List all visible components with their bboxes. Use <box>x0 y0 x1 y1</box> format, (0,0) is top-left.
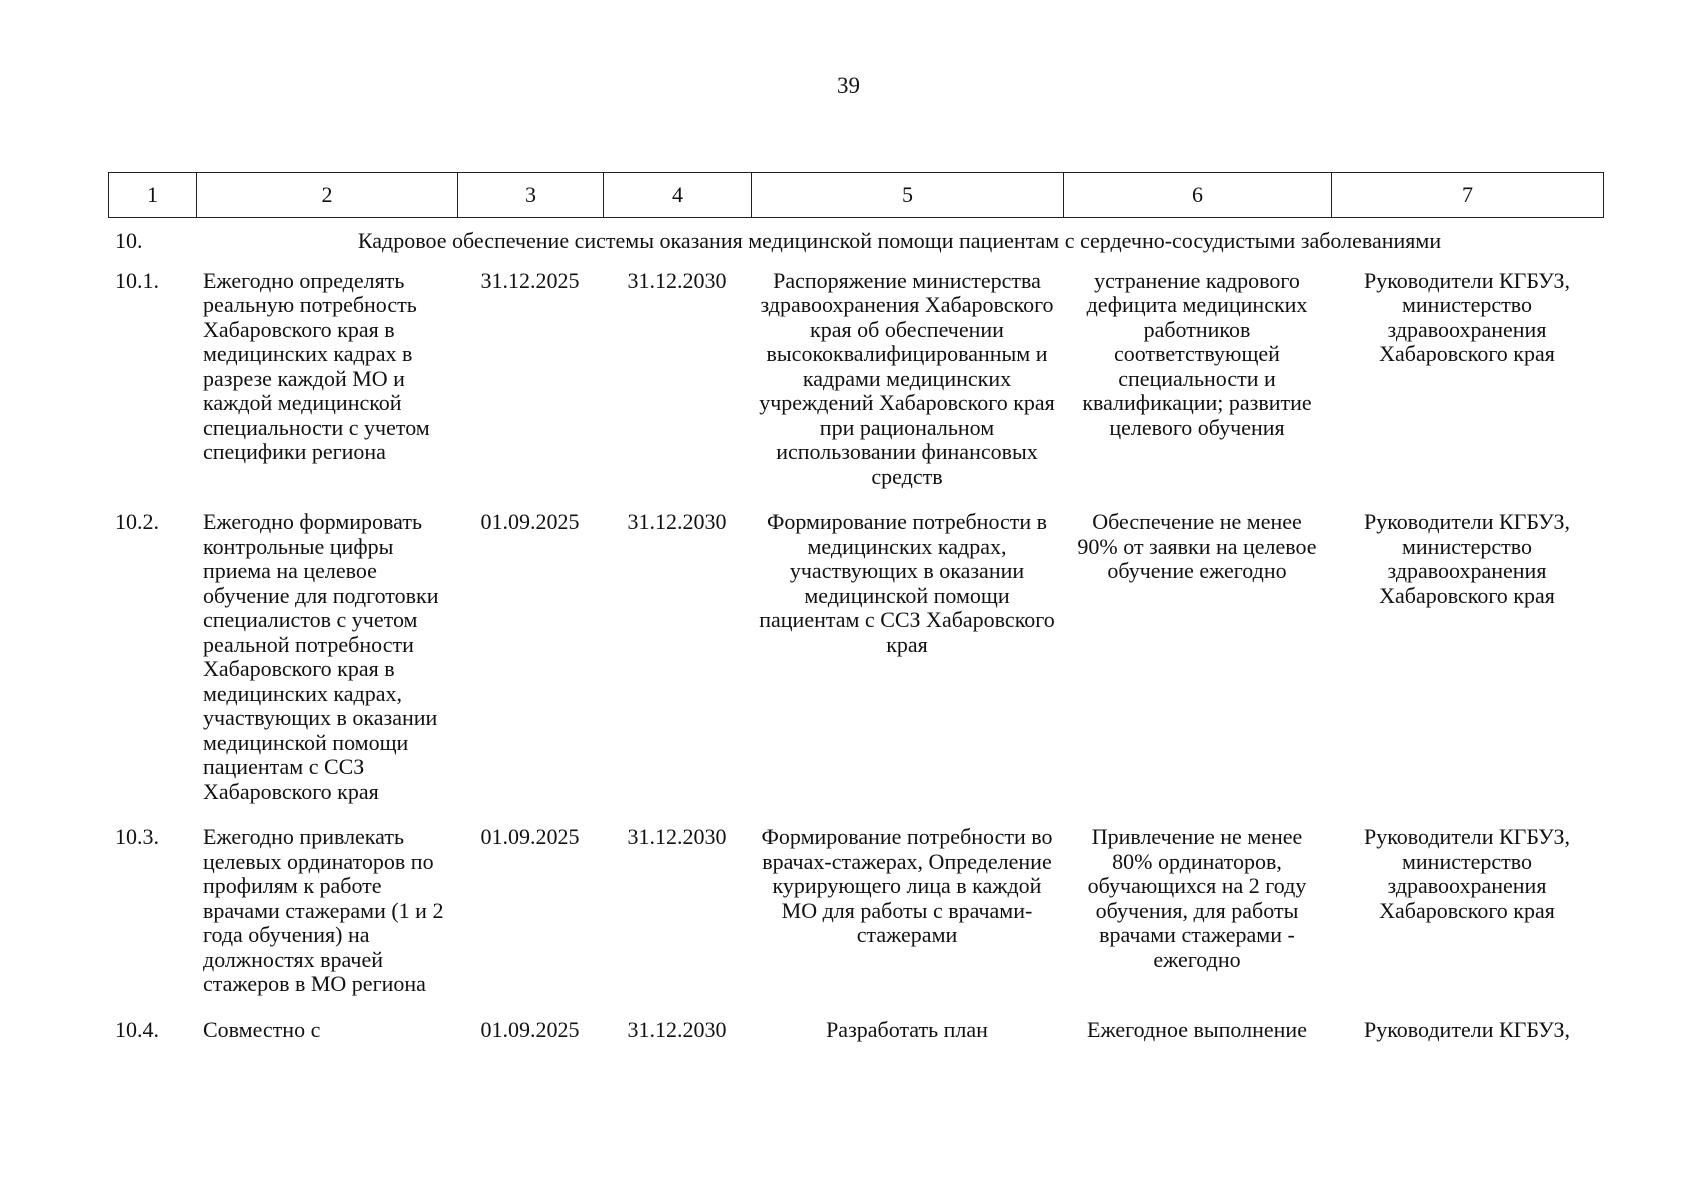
item-result: Разработать план <box>826 1016 988 1042</box>
section-title: Кадровое обеспечение системы оказания медицинской помощи пациентам с сердечно-сосудистыми заболеваниями <box>357 228 1442 253</box>
table-row <box>108 1018 1603 1064</box>
table-row <box>108 510 1603 825</box>
item-number: 10.1. <box>115 267 159 293</box>
column-number-header <box>108 172 1604 218</box>
plan-table <box>108 217 1603 1063</box>
item-responsible: Руководители КГБУЗ, министерство здравоохранения Хабаровского края <box>1363 509 1571 608</box>
item-number: 10.4. <box>115 1016 159 1042</box>
item-responsible: Руководители КГБУЗ, министерство здравоохранения Хабаровского края <box>1363 824 1571 923</box>
page-number: 39 <box>837 73 860 98</box>
item-indicator: устранение кадрового дефицита медицинских работников соответствующей специальности и квалификации; развитие целевого обучения <box>1082 267 1312 440</box>
column-header-3: 3 <box>458 173 604 218</box>
item-result: Формирование потребности во врачах-стажерах, Определение курирующего лица в каждой МО для работы с врачами-стажерами <box>761 824 1053 947</box>
item-start-date: 01.09.2025 <box>480 509 580 534</box>
column-header-2: 2 <box>197 173 458 218</box>
column-header-6: 6 <box>1064 173 1332 218</box>
item-indicator: Обеспечение не менее 90% от заявки на целевое обучение ежегодно <box>1077 509 1317 583</box>
item-activity: Совместно с <box>203 1016 321 1042</box>
item-end-date: 31.12.2030 <box>627 824 727 849</box>
item-end-date: 31.12.2030 <box>627 267 727 293</box>
table-row <box>108 269 1603 511</box>
item-result: Формирование потребности в медицинских кадрах, участвующих в оказании медицинской помощи пациентам с ССЗ Хабаровского края <box>759 509 1055 657</box>
item-number: 10.3. <box>115 824 159 849</box>
section-row <box>108 217 1603 269</box>
item-activity: Ежегодно определять реальную потребность Хабаровского края в медицинских кадрах в разрезе каждой МО и каждой медицинской специальности с учетом специфики региона <box>203 267 430 464</box>
table-row <box>108 825 1603 1018</box>
item-end-date: 31.12.2030 <box>627 1016 727 1042</box>
column-header-7: 7 <box>1332 173 1604 218</box>
item-responsible: Руководители КГБУЗ, министерство здравоохранения Хабаровского края <box>1363 267 1571 366</box>
section-number: 10. <box>115 228 143 253</box>
item-indicator: Ежегодное выполнение <box>1087 1016 1307 1042</box>
column-header-5: 5 <box>752 173 1064 218</box>
item-activity: Ежегодно формировать контрольные цифры приема на целевое обучение для подготовки специалистов с учетом реальной потребности Хабаровского края в медицинских кадрах, участвующих в оказании медицинской помощи пациентам с ССЗ Хабаровского края <box>203 509 439 804</box>
item-indicator: Привлечение не менее 80% ординаторов, обучающихся на 2 году обучения, для работы врачами стажерами - ежегодно <box>1087 824 1307 972</box>
header-row <box>109 173 1604 218</box>
item-start-date: 01.09.2025 <box>480 824 580 849</box>
item-responsible: Руководители КГБУЗ, <box>1363 1016 1571 1042</box>
item-end-date: 31.12.2030 <box>627 509 727 534</box>
item-activity: Ежегодно привлекать целевых ординаторов по профилям к работе врачами стажерами (1 и 2 года обучения) на должностях врачей стажеров в МО региона <box>203 824 444 996</box>
item-start-date: 01.09.2025 <box>480 1016 580 1042</box>
item-start-date: 31.12.2025 <box>480 267 580 293</box>
item-number: 10.2. <box>115 509 159 534</box>
column-header-1: 1 <box>109 173 197 218</box>
column-header-4: 4 <box>604 173 752 218</box>
item-result: Распоряжение министерства здравоохранения Хабаровского края об обеспечении высококвалифицированным и кадрами медицинских учреждений Хабаровского края при рациональном использовании финансовых средств <box>759 267 1055 489</box>
